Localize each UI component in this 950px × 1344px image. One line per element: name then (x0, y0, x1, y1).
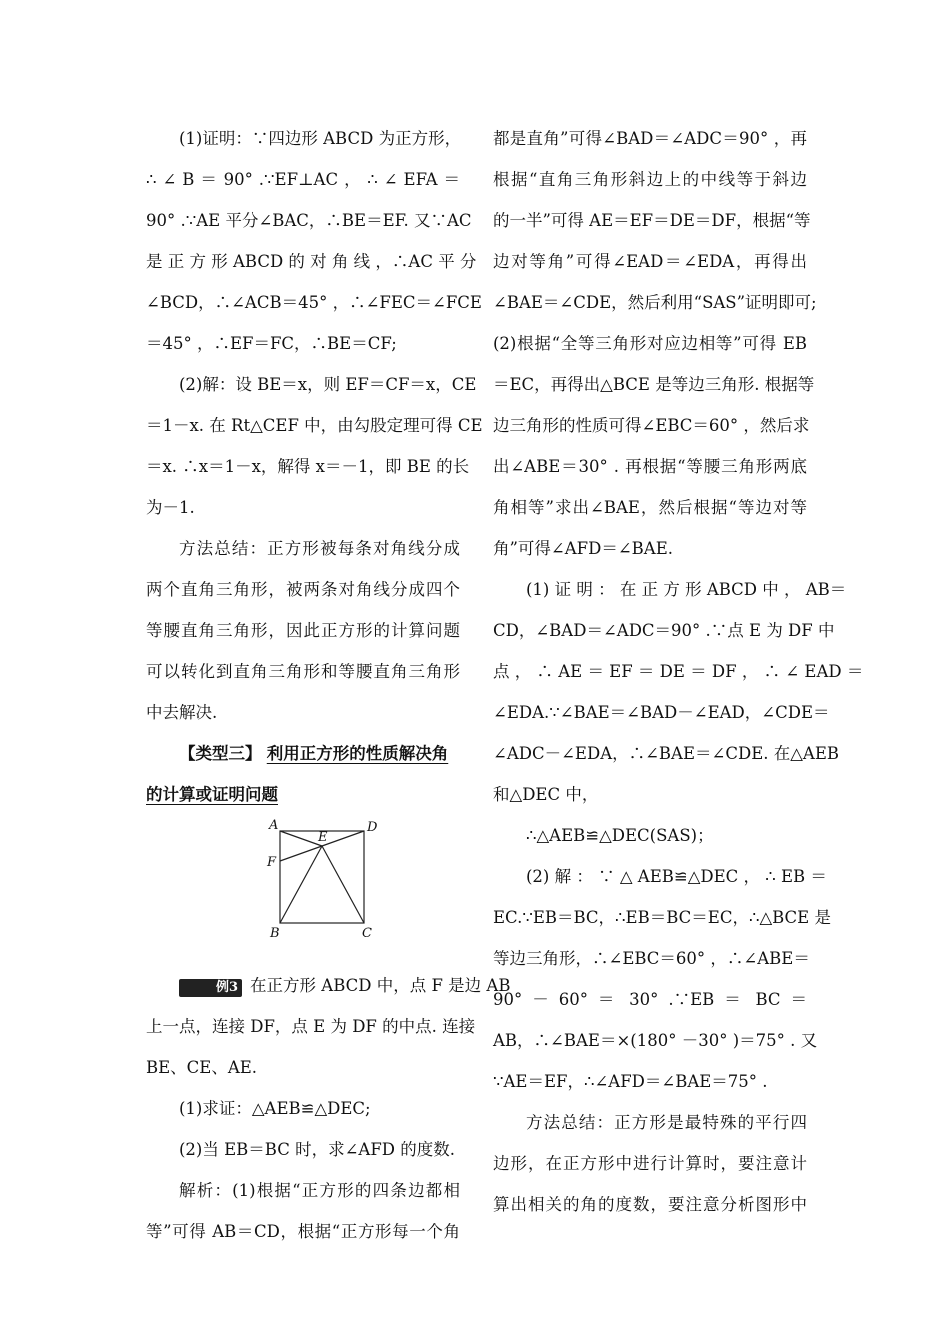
text-line: 中去解决. (146, 703, 218, 722)
text-line: CD，∠BAD＝∠ADC＝90° .∵点 E 为 DF 中 (493, 621, 835, 640)
label-a: A (269, 818, 279, 833)
text-line: 等边三角形，∴∠EBC＝60° ，∴∠ABE＝ (493, 949, 810, 968)
text-line: 为－1. (146, 498, 195, 517)
text-line: 90° － 60° ＝ 30° .∵EB ＝ BC ＝ (493, 990, 807, 1009)
label-e: E (318, 830, 328, 845)
text-line: 等腰直角三角形，因此正方形的计算问题 (146, 621, 460, 640)
heading-title: 利用正方形的性质解决角 (266, 744, 449, 763)
text-line: (2) 解 ： ∵ △ AEB≌△DEC ， ∴ EB ＝ (526, 867, 827, 886)
example-line (146, 965, 511, 1006)
question-2: (2)当 EB＝BC 时，求∠AFD 的度数. (179, 1140, 455, 1159)
text-line: 点 ， ∴ AE ＝ EF ＝ DE ＝ DF ， ∴ ∠ EAD ＝ (493, 662, 864, 681)
text-line: ＝EC，再得出△BCE 是等边三角形. 根据等 (493, 375, 815, 394)
text-line: 算出相关的角的度数，要注意分析图形中 (493, 1195, 807, 1214)
text-line: 边三角形的性质可得∠EBC＝60° ，然后求 (493, 416, 810, 435)
text-line: (2)解：设 BE＝x，则 EF＝CF＝x，CE (179, 375, 477, 394)
square-figure (146, 815, 460, 965)
text-line: ＝x. ∴x＝1－x，解得 x＝－1，即 BE 的长 (146, 457, 470, 476)
heading-title-cont: 的计算或证明问题 (146, 785, 278, 804)
text-line: ∠BAE＝∠CDE，然后利用“SAS”证明即可; (493, 293, 817, 312)
example-badge: 例3 (179, 979, 242, 997)
text-line: 边对等角”可得∠EAD＝∠EDA，再得出 (493, 252, 807, 271)
label-f: F (267, 855, 277, 870)
text-line: 边形，在正方形中进行计算时，要注意计 (493, 1154, 807, 1173)
text-line: 角”可得∠AFD＝∠BAE. (493, 539, 674, 558)
right-column (493, 118, 864, 1225)
question-1: (1)求证：△AEB≌△DEC; (179, 1099, 371, 1118)
text-line: 方法总结：正方形被每条对角线分成 (179, 539, 460, 558)
text-line: (1)证明：∵四边形 ABCD 为正方形， (179, 129, 462, 148)
text-line: 的一半”可得 AE＝EF＝DE＝DF，根据“等 (493, 211, 811, 230)
text-line: 上一点，连接 DF，点 E 为 DF 的中点. 连接 (146, 1017, 476, 1036)
segment-be (280, 846, 322, 923)
text-line: 90° .∵AE 平分∠BAC，∴BE＝EF. 又∵AC (146, 211, 472, 230)
text-line: EC.∵EB＝BC，∴EB＝BC＝EC，∴△BCE 是 (493, 908, 831, 927)
text-line: 方法总结：正方形是最特殊的平行四 (526, 1113, 807, 1132)
text-line: 解析：(1)根据“正方形的四条边都相 (179, 1181, 460, 1200)
proof-conclusion: ∴△AEB≌△DEC(SAS)； (526, 826, 714, 845)
label-d: D (367, 820, 378, 835)
text-line: ∵AE＝EF，∴∠AFD＝∠BAE＝75° . (493, 1072, 768, 1091)
text-line: ＝45° ，∴EF＝FC，∴BE＝CF; (146, 334, 397, 353)
heading-tag: 【类型三】 (179, 744, 262, 763)
segment-ed (322, 831, 364, 846)
example-text: 在正方形 ABCD 中，点 F 是边 AB (250, 976, 511, 995)
segment-ce (322, 846, 364, 923)
section-heading-cont (146, 774, 460, 815)
text-line: (2)根据“全等三角形对应边相等”可得 EB (493, 334, 807, 353)
text-line: ∴ ∠ B ＝ 90° .∵EF⊥AC ， ∴ ∠ EFA ＝ (146, 170, 460, 189)
text-line: 出∠ABE＝30° . 再根据“等腰三角形两底 (493, 457, 807, 476)
label-c: C (362, 926, 372, 941)
text-line: 可以转化到直角三角形和等腰直角三角形 (146, 662, 460, 681)
text-line: 都是直角”可得∠BAD＝∠ADC＝90° ，再 (493, 129, 807, 148)
text-line: 两个直角三角形，被两条对角线分成四个 (146, 580, 460, 599)
segment-ae (280, 831, 322, 846)
text-line: ∠EDA.∵∠BAE＝∠BAD－∠EAD，∠CDE＝ (493, 703, 830, 722)
label-b: B (270, 926, 280, 941)
geometry-diagram (266, 819, 386, 967)
text-line: AB，∴∠BAE＝×(180° －30° )＝75° . 又 (493, 1031, 818, 1050)
text-line: ＝1－x. 在 Rt△CEF 中，由勾股定理可得 CE (146, 416, 483, 435)
text-line: (1) 证 明 ： 在 正 方 形 ABCD 中 ， AB＝ (526, 580, 847, 599)
text-line: BE、CE、AE. (146, 1058, 258, 1077)
section-heading (146, 733, 460, 774)
text-line: ∠BCD，∴∠ACB＝45° ，∴∠FEC＝∠FCE (146, 293, 482, 312)
text-line: ∠ADC－∠EDA，∴∠BAE＝∠CDE. 在△AEB (493, 744, 840, 763)
left-column (146, 118, 511, 1252)
text-line: 和△DEC 中， (493, 785, 599, 804)
text-line: 等”可得 AB＝CD，根据“正方形每一个角 (146, 1222, 460, 1241)
text-line: 角相等”求出∠BAE，然后根据“等边对等 (493, 498, 807, 517)
text-line: 根据“直角三角形斜边上的中线等于斜边 (493, 170, 807, 189)
text-line: 是 正 方 形 ABCD 的 对 角 线 ，∴AC 平 分 (146, 252, 477, 271)
